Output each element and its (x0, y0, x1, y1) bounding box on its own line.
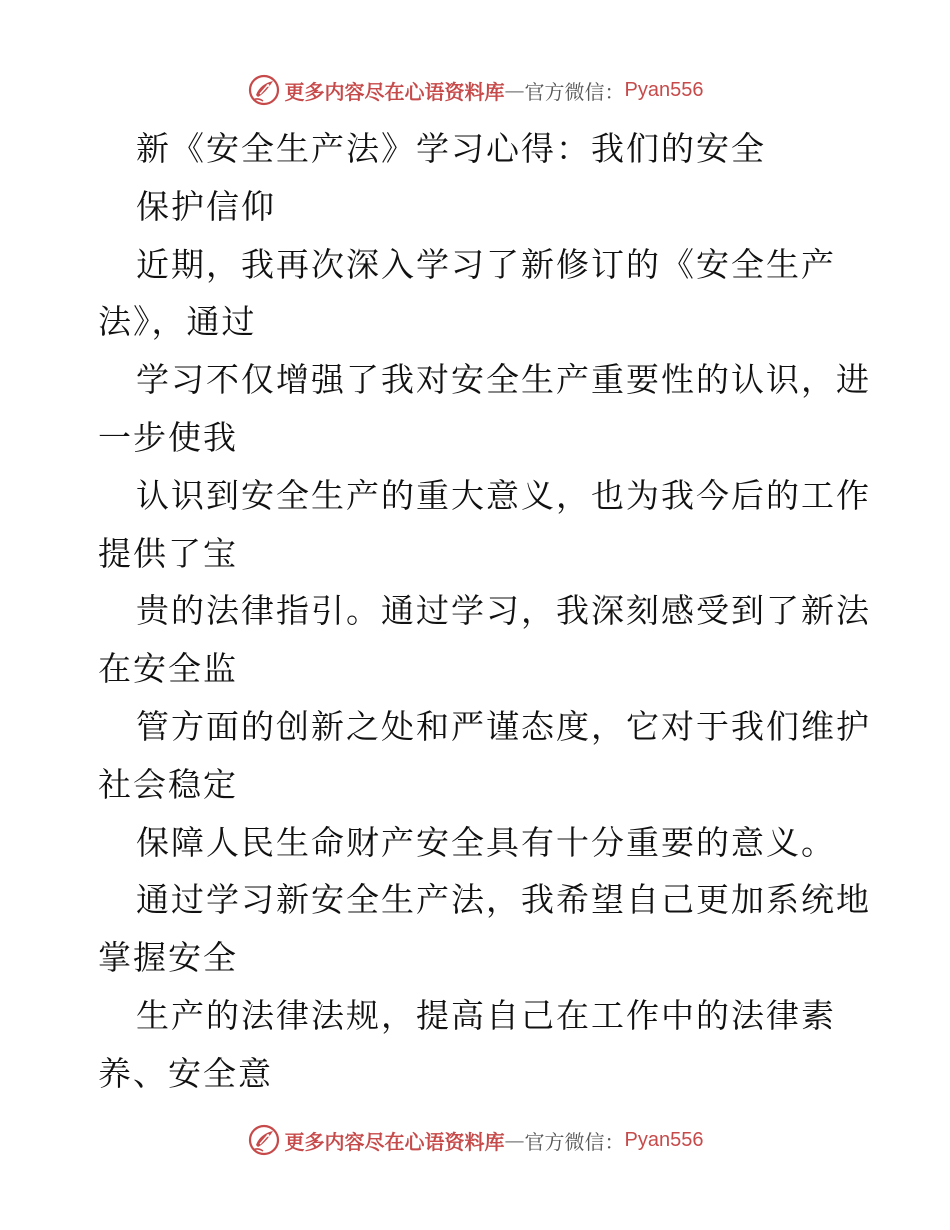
paragraph-line: 保障人民生命财产安全具有十分重要的意义。 (136, 822, 836, 862)
footer-banner (0, 1120, 950, 1160)
paragraph-line: 认识到安全生产的重大意义，也为我今后的工作 (136, 475, 871, 515)
paragraph-line: 保护信仰 (136, 186, 276, 226)
paragraph-line: 管方面的创新之处和严谨态度，它对于我们维护 (136, 706, 871, 746)
header-banner (0, 70, 950, 110)
pen-nib-logo-icon (247, 73, 281, 107)
document-body (98, 120, 871, 1103)
footer-wechat-label: 官方微信： (524, 1129, 625, 1154)
footer-separator: — (504, 1128, 525, 1152)
footer-brand-text: 更多内容尽在心语资料库 (284, 1129, 505, 1154)
paragraph-line: 养、安全意 (98, 1053, 273, 1093)
pen-nib-logo-icon (247, 1123, 281, 1157)
footer-wechat-id: Pyan556 (624, 1128, 704, 1151)
paragraph-line: 法》，通过 (98, 302, 257, 342)
header-wechat-label: 官方微信： (524, 79, 625, 104)
header-separator: — (504, 78, 525, 102)
paragraph-line: 近期，我再次深入学习了新修订的《安全生产 (136, 244, 836, 284)
header-brand-text: 更多内容尽在心语资料库 (284, 79, 505, 104)
paragraph-line: 学习不仅增强了我对安全生产重要性的认识，进 (136, 360, 871, 400)
paragraph-line: 贵的法律指引。通过学习，我深刻感受到了新法 (136, 591, 871, 631)
paragraph-line: 在安全监 (98, 649, 238, 689)
paragraph-line: 生产的法律法规，提高自己在工作中的法律素 (136, 995, 836, 1035)
paragraph-line: 通过学习新安全生产法，我希望自己更加系统地 (136, 880, 871, 920)
paragraph-line: 新《安全生产法》学习心得：我们的安全 (136, 129, 766, 168)
paragraph-line: 一步使我 (98, 417, 238, 457)
paragraph-line: 掌握安全 (98, 938, 238, 978)
header-wechat-id: Pyan556 (624, 78, 704, 101)
paragraph-line: 提供了宝 (98, 533, 238, 573)
paragraph-line: 社会稳定 (98, 764, 238, 804)
